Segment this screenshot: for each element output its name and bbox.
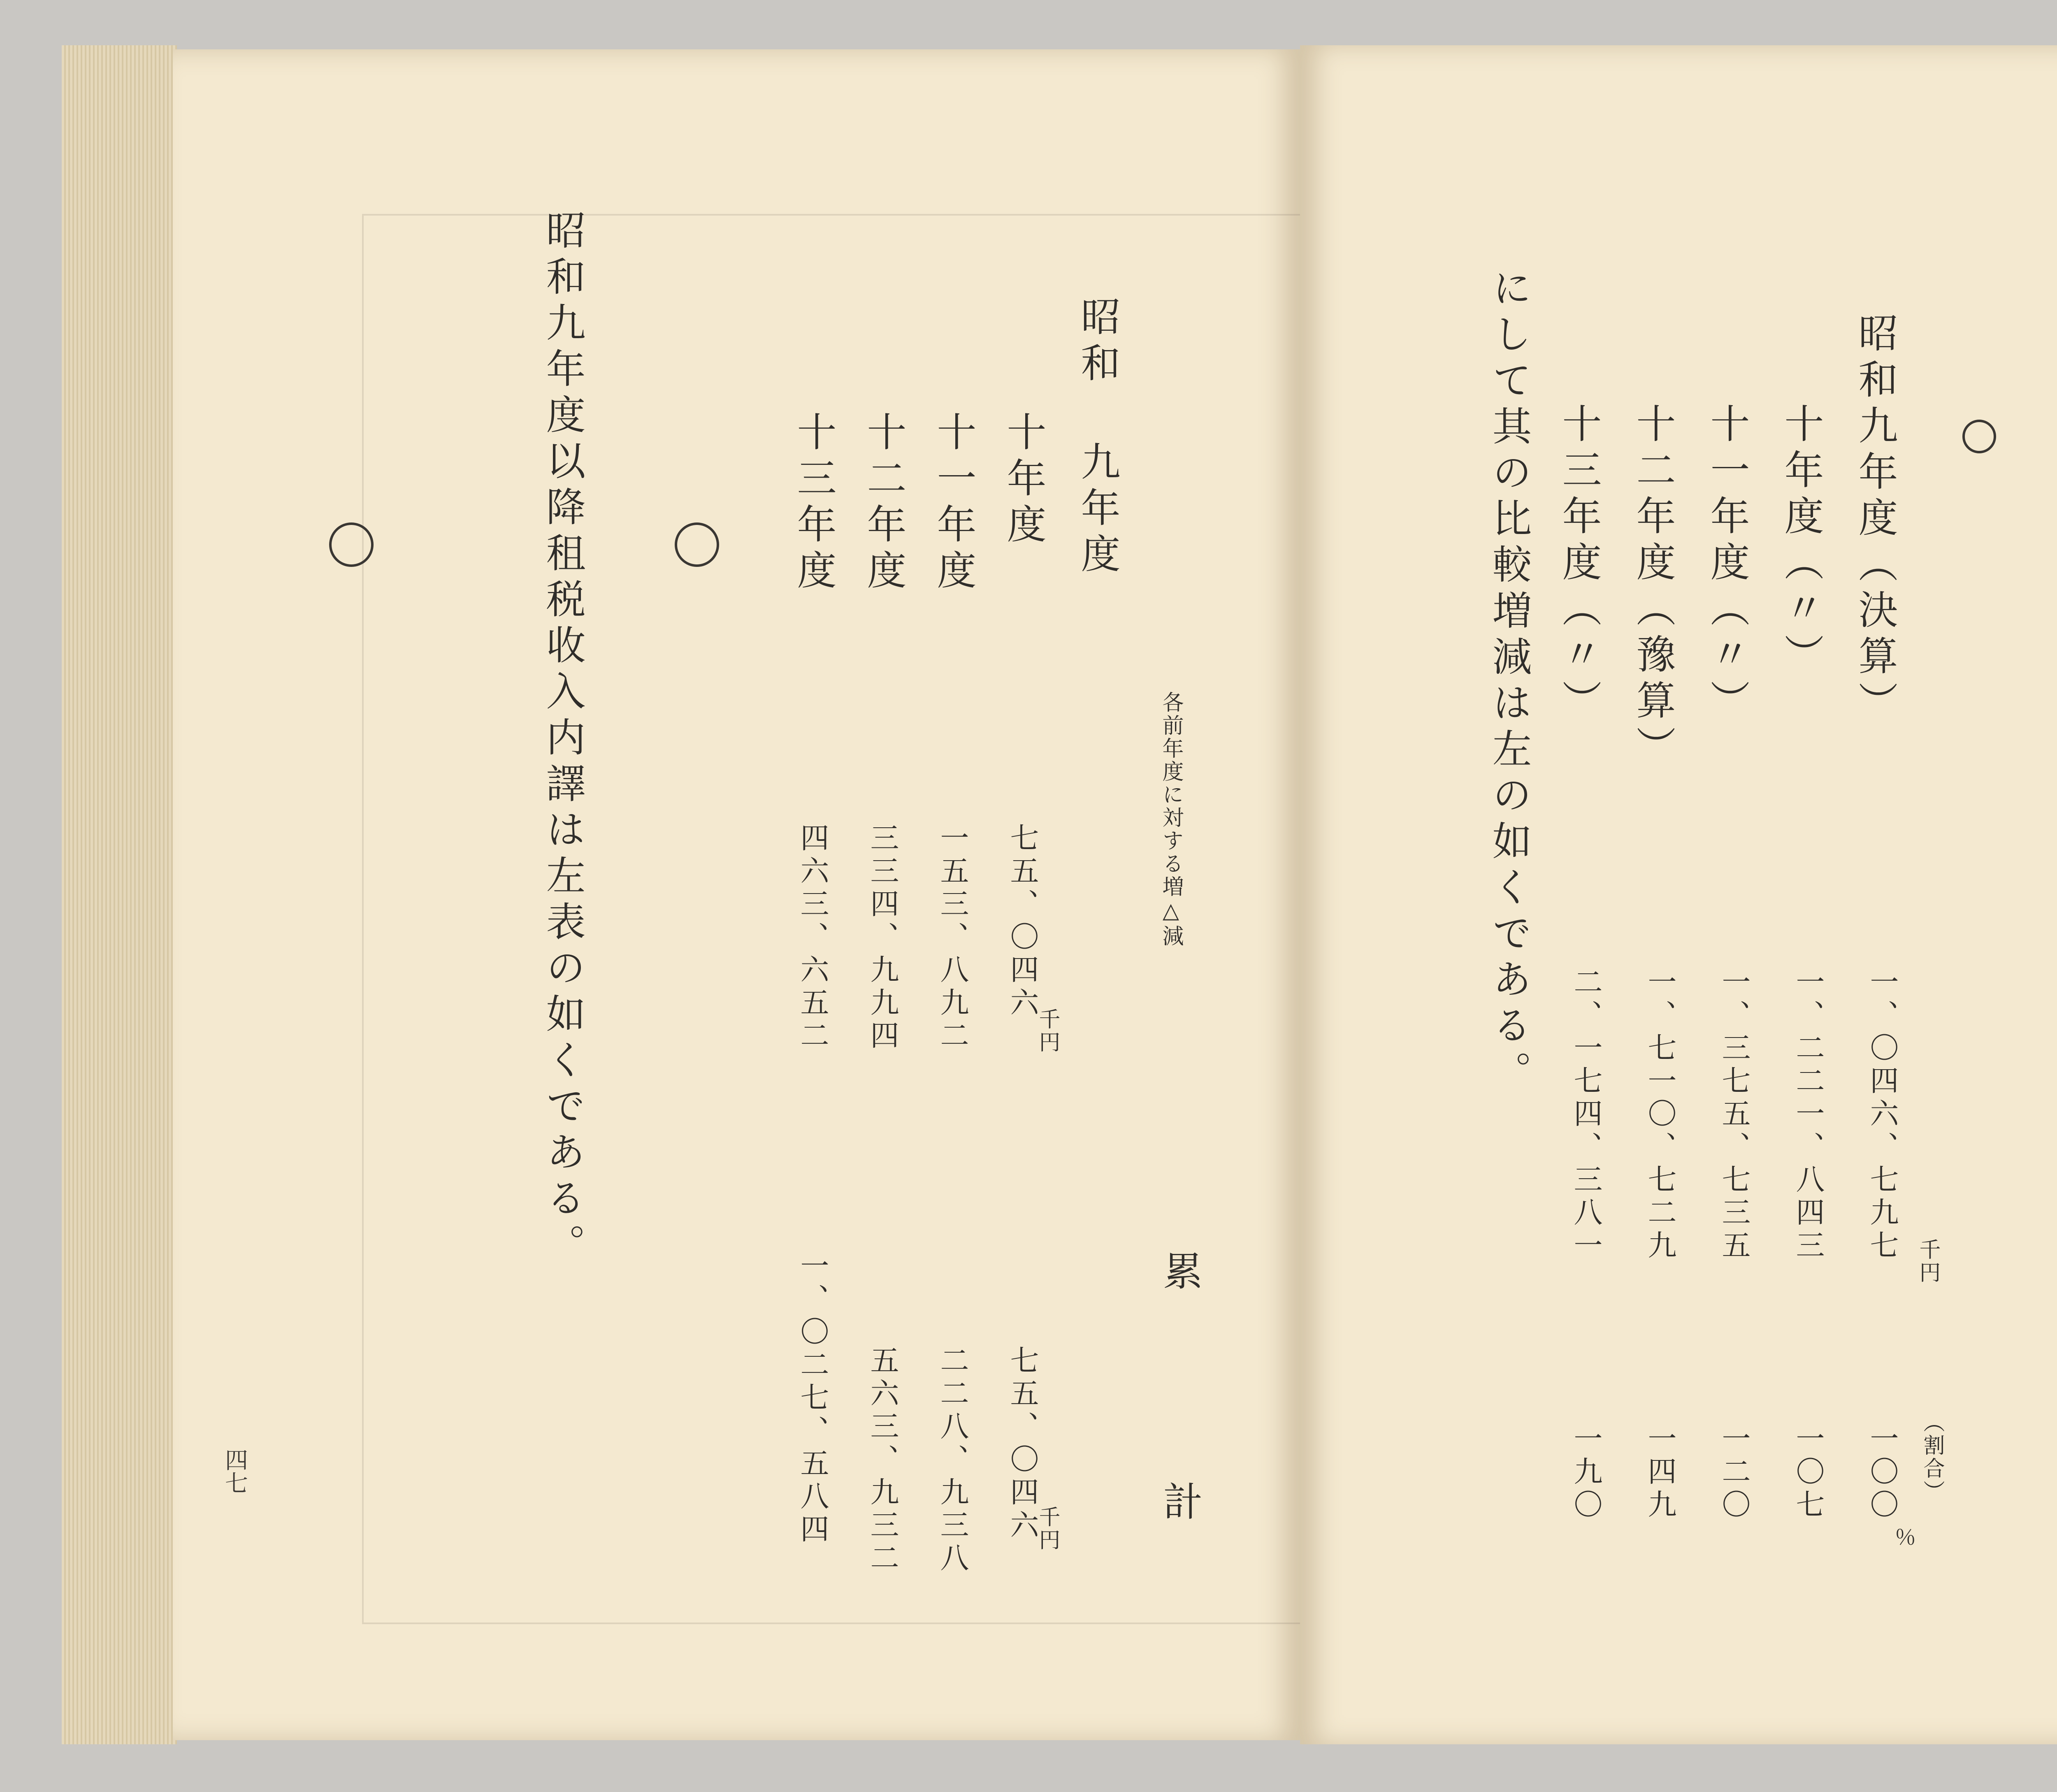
right-amount-0: 一、〇四六、七九七 xyxy=(1865,967,1899,1263)
right-ratio-header: （割合） xyxy=(1920,1411,1944,1503)
right-amount-4: 二、一七四、三八一 xyxy=(1569,967,1603,1263)
left-row-label-4: 十三年度 xyxy=(791,411,837,596)
right-row-label-1: 十年度（〃） xyxy=(1778,403,1824,680)
right-closing: にして其の比較増減は左の如くである。 xyxy=(1486,267,1532,1097)
left-change-val-0: 七五、〇四六 xyxy=(1005,823,1039,1020)
left-row-label-2: 十一年度 xyxy=(931,411,977,596)
left-cum-val-2: 五六三、九三二 xyxy=(866,1345,899,1576)
book-edge-left xyxy=(62,45,177,1744)
right-row-label-0: 昭和九年度（決算） xyxy=(1852,313,1898,727)
right-ratio-2: 一二〇 xyxy=(1717,1423,1751,1522)
left-change-unit: 千円 xyxy=(1035,1008,1060,1054)
right-page xyxy=(1300,45,2057,1744)
right-row-label-4: 十三年度（〃） xyxy=(1556,403,1602,726)
left-cum-val-0: 七五、〇四六 xyxy=(1005,1345,1039,1543)
left-change-header: 各前年度に対する増△減 xyxy=(1159,691,1183,948)
circle-marker-2 xyxy=(675,522,719,567)
right-ratio-unit: ％ xyxy=(1891,1526,1915,1549)
left-change-val-2: 三三四、九九四 xyxy=(866,823,899,1053)
circle-marker-3 xyxy=(1962,420,1996,453)
right-amount-1: 一、二二一、八四三 xyxy=(1791,967,1825,1263)
left-cumulative-header-2: 計 xyxy=(1157,1481,1203,1527)
left-row-label-1: 十年度 xyxy=(1001,411,1047,550)
right-ratio-3: 一四九 xyxy=(1643,1423,1677,1522)
right-row-label-3: 十二年度（豫算） xyxy=(1630,403,1676,772)
left-row-label-3: 十二年度 xyxy=(861,411,907,596)
left-page xyxy=(173,49,1300,1740)
right-ratio-1: 一〇七 xyxy=(1791,1423,1825,1522)
right-ratio-0: 一〇〇 xyxy=(1865,1423,1899,1522)
right-amount-3: 一、七一〇、七二九 xyxy=(1643,967,1677,1263)
right-row-label-2: 十一年度（〃） xyxy=(1704,403,1750,726)
left-cumulative-unit: 千円 xyxy=(1035,1506,1060,1552)
circle-marker-1 xyxy=(329,522,374,567)
left-heading: 昭和九年度以降租税收入内譯は左表の如くである。 xyxy=(540,210,586,1270)
left-change-val-3: 四六三、六五二 xyxy=(796,823,829,1053)
left-row-label-0: 昭和 九年度 xyxy=(1075,296,1121,579)
left-cum-val-3: 一、〇二七、五八四 xyxy=(796,1251,829,1547)
left-cum-val-1: 二二八、九三八 xyxy=(936,1345,969,1576)
left-page-number: 四七 xyxy=(221,1448,248,1494)
left-change-val-1: 一五三、八九二 xyxy=(936,823,969,1053)
left-cumulative-header: 累 xyxy=(1157,1251,1203,1297)
right-amount-unit: 千円 xyxy=(1915,1238,1940,1284)
right-amount-2: 一、三七五、七三五 xyxy=(1717,967,1751,1263)
right-ratio-4: 一九〇 xyxy=(1569,1423,1603,1522)
